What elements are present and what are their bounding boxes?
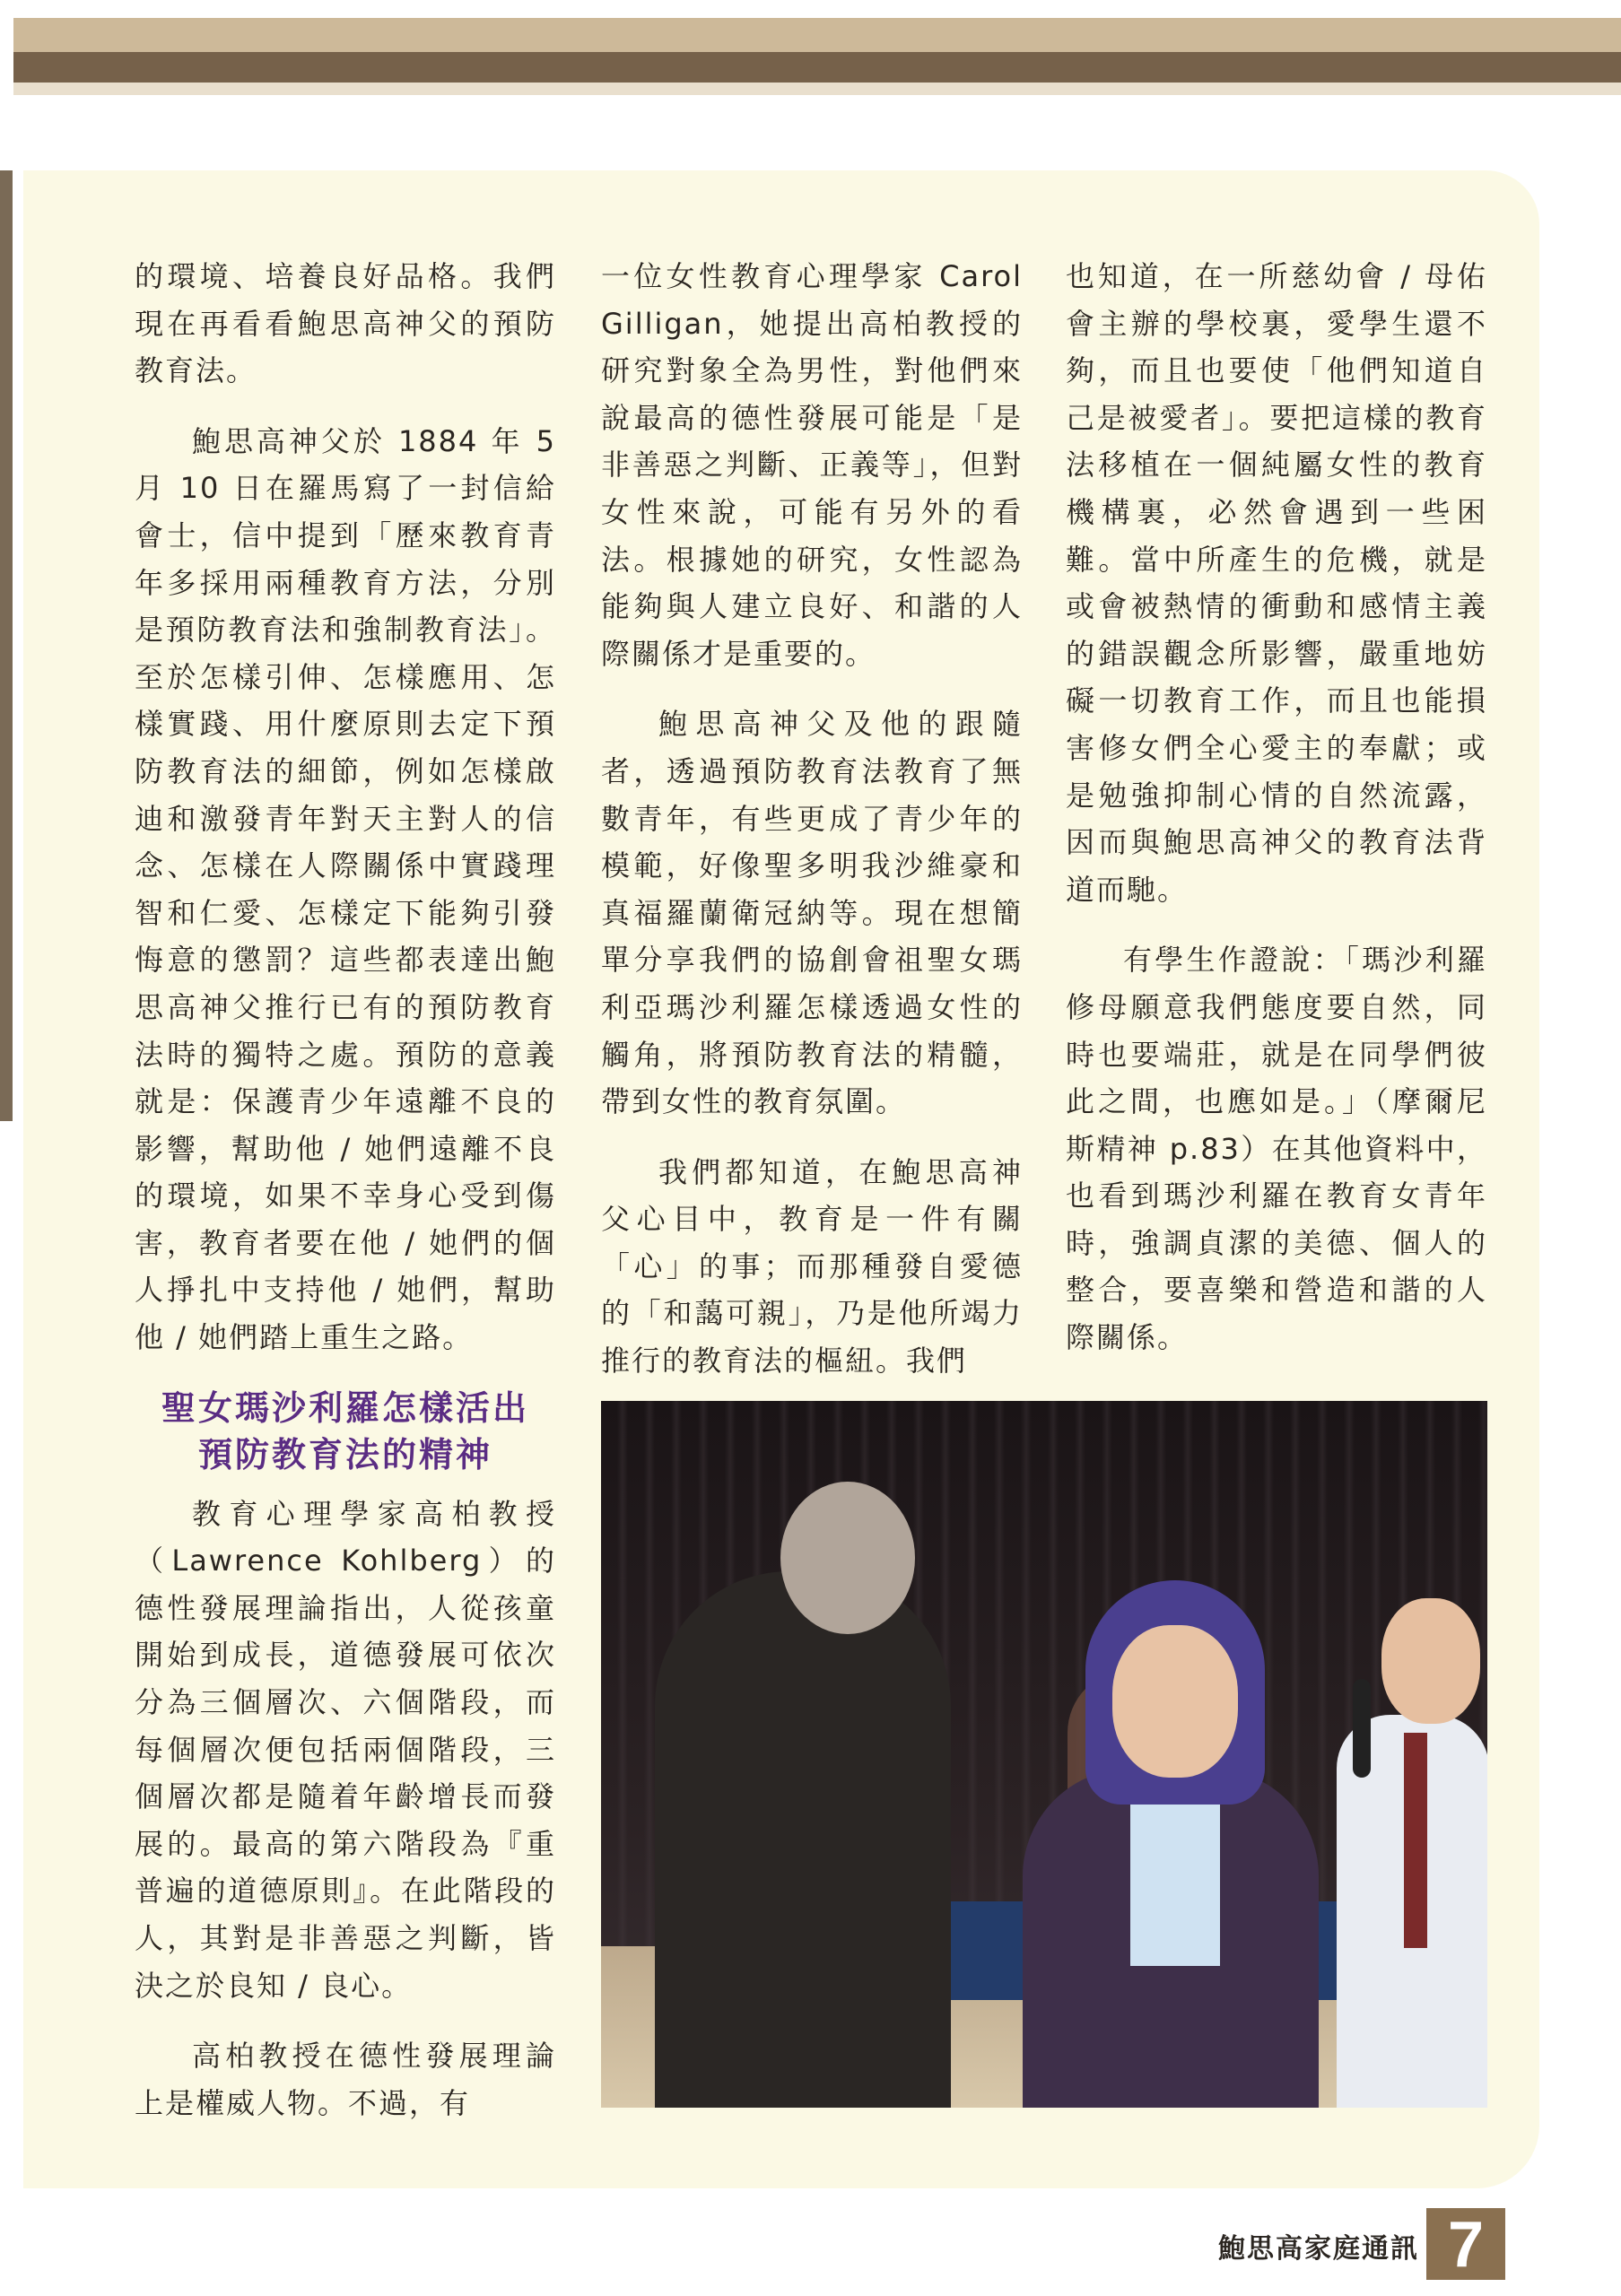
- paragraph: 高柏教授在德性發展理論上是權威人物。不過，有: [135, 2039, 556, 2120]
- header-band-top: [13, 18, 1621, 52]
- necktie: [1404, 1733, 1427, 1948]
- publication-name: 鮑思高家庭通訊: [1218, 2233, 1419, 2265]
- page-number: 7: [1426, 2208, 1505, 2280]
- paragraph: 教育心理學家高柏教授（Lawrence Kohlberg）的德性發展理論指出，人從孩童開始到成長，道德發展可依次分為三個層次、六個階段，而每個層次便包括兩個階段，三個層次都是隨着年齡增長而發展的。最高的第六階段為『重普遍的道德原則』。在此階段的人，其對是非善惡之判斷，皆決之於良知 / 良心。: [135, 1496, 556, 2003]
- paragraph: 的環境、培養良好品格。我們現在再看看鮑思高神父的預防教育法。: [135, 259, 556, 388]
- paragraph: 有學生作證說：「瑪沙利羅修母願意我們態度要自然，同時也要端莊，就是在同學們彼此之間，也應如是。」（摩爾尼斯精神 p.83）在其他資料中，也看到瑪沙利羅在教育女青年時，強調貞潔的美德、個人的整合，要喜樂和營造和諧的人際關係。: [1066, 943, 1487, 1355]
- paragraph: 鮑思高神父及他的跟隨者，透過預防教育法教育了無數青年，有些更成了青少年的模範，好像聖多明我沙維豪和真福羅蘭衛冠納等。現在想簡單分享我們的協創會祖聖女瑪利亞瑪沙利羅怎樣透過女性的觸角，將預防教育法的精髓，帶到女性的教育氛圍。: [601, 707, 1023, 1119]
- section-heading: [135, 1385, 556, 1478]
- paragraph: 我們都知道，在鮑思高神父心目中，教育是一件有關「心」的事；而那種發自愛德的「和藹可親」，乃是他所竭力推行的教育法的樞紐。我們: [601, 1154, 1023, 1378]
- man-head: [780, 1482, 915, 1634]
- column-2: [601, 253, 1023, 1408]
- header-band-dark: [13, 52, 1621, 83]
- paragraph: 一位女性教育心理學家 Carol Gilligan，她提出高柏教授的研究對象全為男性，對他們來說最高的德性發展可能是「是非善惡之判斷、正義等」，但對女性來說，可能有另外的看法。根據她的研究，女性認為能夠與人建立良好、和諧的人際關係才是重要的。: [601, 259, 1023, 671]
- paragraph: 也知道，在一所慈幼會 / 母佑會主辦的學校裏，愛學生還不夠，而且也要使「他們知道自己是被愛者」。要把這樣的教育法移植在一個純屬女性的教育機構裏，必然會遇到一些困難。當中所產生的危機，就是或會被熱情的衝動和感情主義的錯誤觀念所影響，嚴重地妨礙一切教育工作，而且也能損害修女們全心愛主的奉獻；或是勉強抑制心情的自然流露，因而與鮑思高神父的教育法背道而馳。: [1066, 259, 1487, 907]
- sister-face: [1112, 1625, 1238, 1778]
- paragraph: 鮑思高神父於 1884 年 5 月 10 日在羅馬寫了一封信給會士，信中提到「歷來教育青年多採用兩種教育方法，分別是預防教育法和強制教育法」。至於怎樣引伸、怎樣應用、怎樣實踐、用什麼原則去定下預防教育法的細節，例如怎樣啟迪和激發青年對天主對人的信念、怎樣在人際關係中實踐理智和仁愛、怎樣定下能夠引發悔意的懲罰？這些都表達出鮑思高神父推行已有的預防教育法時的獨特之處。預防的意義就是：保護青少年遠離不良的影響，幫助他 / 她們遠離不良的環境，如果不幸身心受到傷害，教育者要在他 / 她們的個人掙扎中支持他 / 她們，幫助他 / 她們踏上重生之路。: [135, 423, 556, 1355]
- man-with-microphone-head: [1381, 1598, 1480, 1724]
- section-heading-line: 聖女瑪沙利羅怎樣活出: [161, 1387, 529, 1428]
- header-band-light: [13, 83, 1621, 95]
- column-3: [1066, 253, 1487, 1385]
- event-photo: [601, 1401, 1487, 2108]
- microphone-icon: [1353, 1679, 1371, 1778]
- left-edge-strip: [0, 170, 13, 1121]
- man-from-behind: [655, 1571, 951, 2108]
- column-1: [135, 253, 556, 2150]
- section-heading-line: 預防教育法的精神: [197, 1434, 492, 1474]
